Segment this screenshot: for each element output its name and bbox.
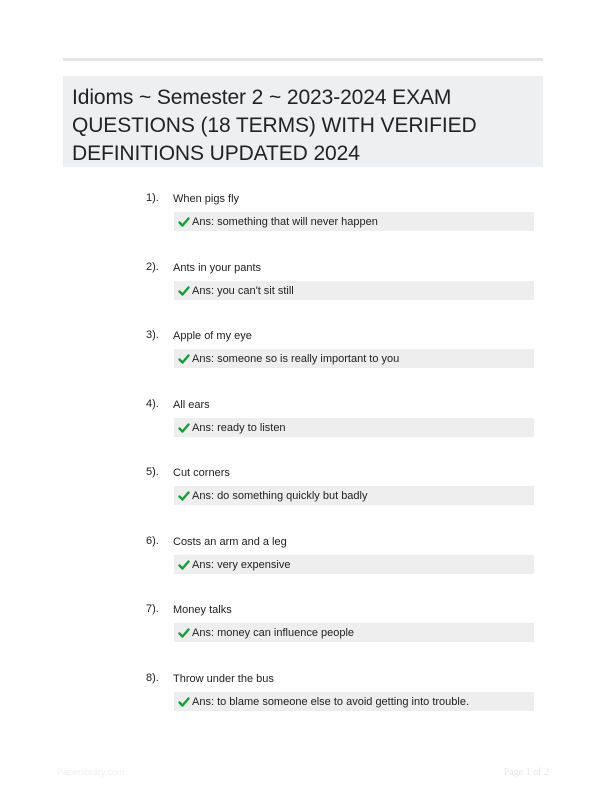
- question-number: 3).: [146, 329, 159, 341]
- question-text: Costs an arm and a leg: [173, 536, 287, 548]
- question-text: When pigs fly: [173, 193, 240, 205]
- list-item: [0, 328, 606, 388]
- answer-box: [174, 692, 534, 711]
- question-number: 8).: [146, 672, 159, 684]
- page-indicator: Page 1 of 2: [503, 767, 549, 778]
- check-icon: [178, 559, 190, 571]
- list-item: [0, 465, 606, 525]
- answer-box: [174, 418, 534, 437]
- answer-box: [174, 281, 534, 300]
- answer-text: Ans: something that will never happen: [192, 215, 378, 228]
- answer-text: Ans: someone so is really important to you: [192, 352, 400, 365]
- answer-text: Ans: to blame someone else to avoid getting into trouble.: [192, 695, 470, 708]
- answer-box: [174, 555, 534, 574]
- check-icon: [178, 216, 190, 228]
- answer-box: [174, 486, 534, 505]
- check-icon: [178, 696, 190, 708]
- list-item: [0, 397, 606, 457]
- check-icon: [178, 627, 190, 639]
- check-icon: [178, 285, 190, 297]
- question-number: 6).: [146, 535, 159, 547]
- check-icon: [178, 353, 190, 365]
- list-item: [0, 602, 606, 662]
- question-number: 2).: [146, 261, 159, 273]
- question-number: 5).: [146, 466, 159, 478]
- question-number: 4).: [146, 398, 159, 410]
- footer-watermark: Paperlibrary.com: [57, 767, 125, 777]
- question-text: Cut corners: [173, 467, 230, 479]
- question-text: Apple of my eye: [173, 330, 252, 342]
- question-number: 1).: [146, 192, 159, 204]
- answer-text: Ans: do something quickly but badly: [192, 489, 368, 502]
- list-item: [0, 671, 606, 731]
- list-item: [0, 191, 606, 251]
- answer-text: Ans: you can't sit still: [192, 284, 294, 297]
- answer-text: Ans: money can influence people: [192, 626, 355, 639]
- check-icon: [178, 490, 190, 502]
- answer-text: Ans: ready to listen: [192, 421, 286, 434]
- check-icon: [178, 422, 190, 434]
- answer-box: [174, 349, 534, 368]
- question-text: All ears: [173, 399, 210, 411]
- question-text: Throw under the bus: [173, 673, 274, 685]
- answer-text: Ans: very expensive: [192, 558, 291, 571]
- question-text: Ants in your pants: [173, 262, 262, 274]
- answer-box: [174, 212, 534, 231]
- list-item: [0, 534, 606, 594]
- question-number: 7).: [146, 603, 159, 615]
- question-text: Money talks: [173, 604, 232, 616]
- page-title: Idioms ~ Semester 2 ~ 2023-2024 EXAM QUESTIONS (18 TERMS) WITH VERIFIED DEFINITIONS UPDATED 2024: [72, 86, 477, 165]
- list-item: [0, 260, 606, 320]
- answer-box: [174, 623, 534, 642]
